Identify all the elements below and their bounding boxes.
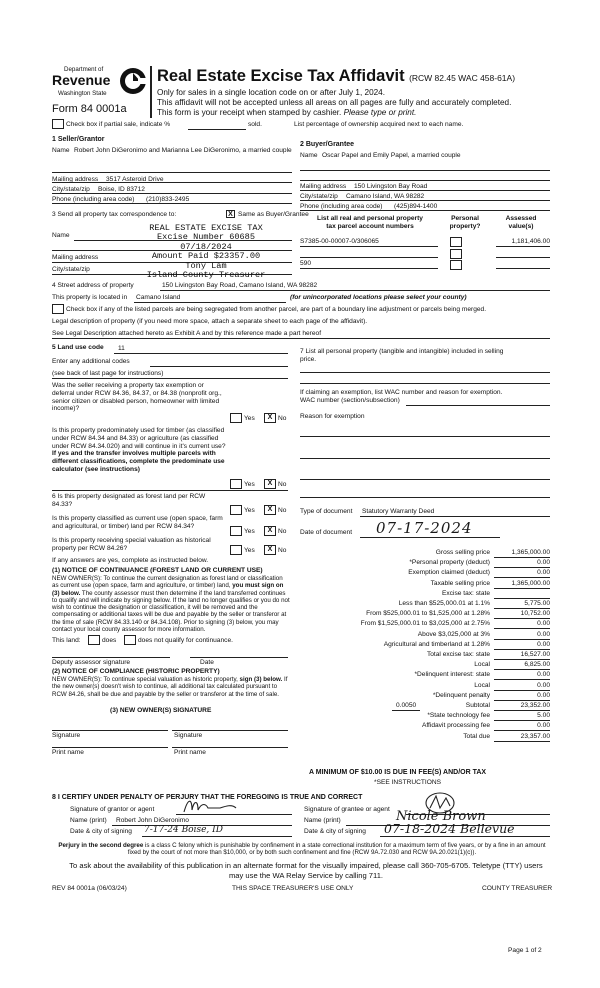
compliance-body [52, 676, 290, 698]
segregated-checkbox[interactable] [52, 304, 64, 314]
tax-row-label: *Personal property (deduct) [409, 559, 490, 567]
q6c-yes-label: Yes [244, 547, 255, 554]
seller-heading: 1 Seller/Grantor [52, 136, 105, 143]
stamp-line5: Tony Lam [185, 260, 227, 271]
tax-row [300, 619, 550, 629]
timber-question [52, 427, 226, 474]
q1-yes-label: Yes [244, 415, 255, 422]
tax-row-label: Less than $525,000.01 at 1.1% [398, 600, 490, 607]
q6a-no-checkbox[interactable]: X [264, 505, 276, 515]
compliance-body-b: sign (3) below. [239, 676, 283, 683]
grantor-date-city: 7-17-24 Boise, ID [144, 825, 223, 835]
tax-row-label: Taxable selling price [430, 579, 490, 587]
deputy-date-label: Date [200, 659, 214, 666]
tax-row-label: From $525,000.01 to $1,525,000 at 1.28% [366, 610, 490, 618]
sold-label: sold. [248, 121, 262, 128]
q6a-no-label: No [278, 507, 287, 514]
tax-row-value: 5.00 [494, 712, 550, 721]
q6c-yes-checkbox[interactable] [230, 545, 242, 555]
tax-row-label: Affidavit processing fee [421, 722, 490, 730]
located-label: This property is located in [52, 294, 128, 301]
grantee-signature-label: Signature of grantee or agent [304, 806, 390, 813]
q6b-no-checkbox[interactable]: X [264, 526, 276, 536]
notice3 [157, 108, 416, 117]
does-not-label: does not qualify for continuance. [138, 637, 233, 644]
tax-row-label: Local [474, 661, 490, 669]
seller-mailing: 3517 Asteroid Drive [106, 176, 164, 183]
if-yes-note: If any answers are yes, complete as instructed below. [52, 557, 209, 564]
tax-row-value: 0.00 [494, 682, 550, 691]
tax-row-value: 1,365,000.00 [494, 580, 550, 589]
corr-city-label: City/state/zip [52, 266, 90, 273]
parcel-number-0: S7385-00-00007-0/306065 [300, 238, 379, 245]
buyer-mailing: 150 Livingston Bay Road [354, 183, 428, 190]
grantor-name-label: Name (print) [70, 817, 107, 824]
col-assessed2: value(s) [508, 222, 534, 230]
perjury-note [52, 842, 552, 857]
q1-no-label: No [278, 415, 287, 422]
tax-row [300, 609, 550, 619]
notice3-italic: Please type or print. [343, 108, 417, 117]
grantee-name: Nicole Brown [396, 809, 486, 824]
q2-no-checkbox[interactable]: X [264, 479, 276, 489]
col-personal1: Personal [451, 215, 479, 222]
ownership-note: List percentage of ownership acquired next to each name. [294, 121, 464, 128]
notice2: This affidavit will not be accepted unless all areas on all pages are fully and accurately completed. [157, 98, 512, 107]
personal-property-checkbox-2[interactable] [450, 260, 462, 270]
grantee-name-label: Name (print) [304, 817, 341, 824]
q6b-yes-checkbox[interactable] [230, 526, 242, 536]
tax-row-value: 23,352.00 [494, 702, 550, 711]
tax-row-label: Total due [463, 732, 490, 740]
q1-yes-checkbox[interactable] [230, 413, 242, 423]
certify-heading: 8 I CERTIFY UNDER PENALTY OF PERJURY THAT THE FOREGOING IS TRUE AND CORRECT [52, 794, 363, 801]
owner-print-name-label-1: Print name [52, 749, 84, 756]
tax-row [300, 721, 550, 731]
tax-row [300, 681, 550, 691]
tax-row-value: 0.00 [494, 620, 550, 629]
dept-line2: Revenue [52, 72, 111, 88]
accessibility-note: To ask about the availability of this publication in an alternate format for the visually impaired, please call 360-705-6705. Teletype (TTY) users may use the WA Relay Service by calling 711. [69, 861, 543, 880]
new-owner-signature-heading: (3) NEW OWNER(S) SIGNATURE [110, 707, 212, 714]
col-personal2: property? [449, 222, 481, 230]
buyer-city-label: City/state/zip [300, 193, 338, 200]
owner-signature-label-1: Signature [52, 732, 81, 739]
buyer-name: Oscar Papel and Emily Papel, a married couple [322, 152, 461, 159]
wac-number-label: WAC number (section/subsection) [300, 397, 400, 404]
q6b-no-label: No [278, 528, 287, 535]
col-personal-heading [440, 215, 490, 231]
tax-row-label: Subtotal [465, 702, 490, 709]
tax-row [300, 650, 550, 660]
tax-row [300, 548, 550, 558]
tax-row-label: From $1,525,000.01 to $3,025,000 at 2.75% [360, 620, 490, 628]
q2-yes-label: Yes [244, 481, 255, 488]
partial-sale-label: Check box if partial sale, indicate % [66, 121, 171, 128]
receipt-stamp [118, 224, 294, 280]
title-ref: (RCW 82.45 WAC 458-61A) [409, 73, 516, 83]
compliance-body-a: NEW OWNER(S): To continue special valuation as historic property, [52, 676, 240, 683]
parcel-number-2: 590 [300, 260, 312, 267]
stamp-line6: Island County Treasurer [146, 270, 266, 281]
tax-row-value: 0.00 [494, 641, 550, 650]
street-label: 4 Street address of property [52, 282, 134, 289]
local-rate: 0.0050 [396, 702, 417, 709]
notice3-text: This form is your receipt when stamped by cashier. [157, 108, 344, 117]
parcels-heading1: List all real and personal property [317, 215, 423, 222]
reason-label: Reason for exemption [300, 413, 365, 420]
seller-name: Robert John DiGeronimo and Marianna Lee DiGeronimo, a married couple [74, 147, 292, 154]
q2-yes-checkbox[interactable] [230, 479, 242, 489]
grantor-signature-label: Signature of grantor or agent [70, 806, 155, 813]
current-use-question: Is this property classified as current use (open space, farm and agricultural, or timber) land per RCW 84.34? [52, 515, 223, 530]
continuance-body-b: you must sign on (3) below. [52, 582, 284, 597]
additional-codes-label: Enter any additional codes [52, 358, 130, 365]
corr-mailing-label: Mailing address [52, 254, 99, 261]
buyer-city: Camano Island, WA 98282 [346, 193, 425, 200]
exemption-question: Was the seller receiving a property tax exemption or deferral under RCW 84.36, 84.37, or 84.38 (nonprofit org., senior citizen or disabled person, homeowner with limited income)? [52, 382, 222, 413]
doc-date-value: 07-17-2024 [376, 519, 473, 537]
legal-description: See Legal Description attached hereto as Exhibit A and by this reference made a part hereof [52, 330, 322, 337]
same-as-buyer-checkbox[interactable]: X [226, 210, 235, 218]
parcels-heading2: tax parcel account numbers [326, 222, 414, 230]
doc-date-label: Date of document [300, 529, 353, 536]
land-use-code: 11 [118, 345, 125, 352]
q1-no-checkbox[interactable]: X [264, 413, 276, 423]
grantor-name: Robert John DiGeronimo [116, 817, 189, 824]
timber-question-a: Is this property predominately used for timber (as classified under RCW 84.34 and 84.33) or agriculture (as classified under RCW 84.34.020) and will continue in it's current use? [52, 427, 226, 450]
form-title [157, 67, 515, 86]
dor-emblem-icon [118, 66, 148, 96]
tax-row-label: Excise tax: state [441, 589, 490, 597]
personal-property-checkbox-0[interactable] [450, 237, 462, 247]
tax-row-label: Total excise tax: state [426, 651, 490, 658]
perjury-text: is a class C felony which is punishable by confinement in a state correctional institution for a maximum term of five years, or by a fine in an amount fixed by the court of not more than $10,000, or by both such confinement and fine (RCW 9A.72.030 and RCW 9A.20.021(1)(c)). [127, 842, 546, 857]
stamp-line1: REAL ESTATE EXCISE TAX [149, 223, 263, 233]
seller-phone: (210)833-2495 [146, 196, 190, 203]
owner-print-name-label-2: Print name [174, 749, 206, 756]
this-land-label: This land: [52, 637, 81, 644]
continuance-body [52, 575, 290, 633]
q6a-yes-label: Yes [244, 507, 255, 514]
tax-row [300, 558, 550, 568]
stamp-line3: 07/18/2024 [180, 241, 232, 252]
tax-row-value: 5,775.00 [494, 600, 550, 609]
dept-line1: Department of [64, 66, 104, 73]
tax-row [300, 711, 550, 721]
tax-row [300, 670, 550, 680]
located-note: (for unincorporated locations please select your county) [290, 294, 467, 301]
doc-type-value: Statutory Warranty Deed [362, 508, 435, 515]
see-back-label: (see back of last page for instructions) [52, 370, 164, 377]
grantee-date-city: 07-18-2024 Bellevue [384, 821, 515, 836]
land-use-heading: 5 Land use code [52, 344, 104, 351]
doc-type-label: Type of document [300, 508, 353, 515]
buyer-phone-label: Phone (including area code) [300, 203, 383, 210]
tax-row-label: Local [474, 681, 490, 689]
q6b-yes-label: Yes [244, 528, 255, 535]
grantor-date-label: Date & city of signing [70, 828, 132, 835]
parcel-value-0: 1,181,406.00 [511, 238, 550, 245]
does-not-checkbox[interactable] [124, 635, 136, 645]
tax-row-label: *Delinquent interest: state [414, 671, 490, 679]
county-treasurer: COUNTY TREASURER [482, 885, 553, 892]
tax-row-value: 0.00 [494, 722, 550, 731]
tax-row-value: 1,365,000.00 [494, 549, 550, 558]
tax-row-value: 0.00 [494, 671, 550, 680]
tax-row-value: 0.00 [494, 631, 550, 640]
tax-row-label: *State technology fee [427, 712, 490, 720]
tax-row-value: 16,527.00 [494, 651, 550, 660]
owner-signature-label-2: Signature [174, 732, 203, 739]
buyer-phone: (425)894-1400 [394, 203, 438, 210]
continuance-heading: (1) NOTICE OF CONTINUANCE (FOREST LAND OR CURRENT USE) [52, 567, 263, 574]
parcels-heading [300, 215, 440, 231]
exemption-wac-note: If claiming an exemption, list WAC number and reason for exemption. [300, 389, 503, 396]
seller-city-label: City/state/zip [52, 186, 90, 193]
tax-row-value: 6,825.00 [494, 661, 550, 670]
tax-row-label: Gross selling price [435, 549, 490, 556]
personal-property-checkbox-1[interactable] [450, 249, 462, 259]
tax-row-value: 10,752.00 [494, 610, 550, 619]
tax-row-value [494, 590, 550, 599]
located-value: Camano Island [136, 294, 181, 301]
tax-row [300, 640, 550, 650]
perjury-bold: Perjury in the second degree [58, 842, 144, 849]
grantee-date-label: Date & city of signing [304, 828, 366, 835]
street-address: 150 Livingston Bay Road, Camano Island, WA 98282 [162, 282, 318, 289]
stamp-line2: Excise Number 60685 [157, 232, 255, 243]
legal-label: Legal description of property (if you need more space, attach a separate sheet to each page of the affidavit). [52, 318, 368, 325]
tax-row [300, 630, 550, 640]
seller-city: Boise, ID 83712 [98, 186, 145, 193]
tax-row-label: *Delinquent penalty [432, 691, 490, 699]
q6c-no-label: No [278, 547, 287, 554]
dept-line3: Washington State [58, 90, 107, 97]
buyer-name-label: Name [300, 152, 318, 159]
corr-name-label: Name [52, 232, 70, 239]
seller-mailing-label: Mailing address [52, 176, 99, 183]
timber-question-b: If yes and the transfer involves multiple parcels with different classifications, complete the predominate use calculator (see instructions) [52, 450, 225, 473]
tax-row [300, 589, 550, 599]
col-assessed-heading [496, 215, 546, 231]
q2-no-label: No [278, 481, 287, 488]
does-checkbox[interactable] [88, 635, 100, 645]
tax-row [300, 732, 550, 742]
tax-row-label: Agricultural and timberland at 1.28% [383, 640, 490, 648]
personal-property-heading: 7 List all personal property (tangible and intangible) included in selling price. [300, 348, 504, 363]
correspondence-label: 3 Send all property tax correspondence to: [52, 211, 177, 218]
tax-row-value: 0.00 [494, 569, 550, 578]
stamp-line4: Amount Paid $23357.00 [151, 251, 261, 262]
continuance-body-a: NEW OWNER(S): To continue the current designation as forest land or classification as current use (open space, farm and agriculture, or timber) land, [52, 575, 283, 590]
same-as-buyer-label: Same as Buyer/Grantee [238, 211, 309, 218]
minimum-due-note: A MINIMUM OF $10.00 IS DUE IN FEE(S) AND/OR TAX [309, 769, 487, 776]
q6a-yes-checkbox[interactable] [230, 505, 242, 515]
treasurer-use-only: THIS SPACE TREASURER'S USE ONLY [232, 885, 354, 892]
tax-row [300, 701, 550, 711]
tax-row-value: 23,357.00 [494, 733, 550, 742]
tax-row [300, 660, 550, 670]
form-number: Form 84 0001a [52, 103, 127, 115]
continuance-body-c: The county assessor must then determine if the land transferred continues to qualify and will indicate by signing below. If the land no longer qualifies or you do not wish to continue the designation or classification, it will be removed and the compensating or additional taxes will be due and payable by the seller or transferor at the time of sale (RCW 84.33.140 or 84.34.108). Prior to signing (3) below, you may contact your local county assessor for more information. [52, 589, 290, 634]
tax-row [300, 579, 550, 589]
compliance-heading: (2) NOTICE OF COMPLIANCE (HISTORIC PROPERTY) [52, 668, 220, 675]
col-assessed1: Assessed [505, 215, 537, 222]
partial-sale-checkbox[interactable] [52, 119, 64, 129]
see-instructions-note: *SEE INSTRUCTIONS [374, 779, 442, 786]
q6c-no-checkbox[interactable]: X [264, 545, 276, 555]
deputy-signature-label: Deputy assessor signature [52, 659, 131, 666]
does-label: does [102, 637, 117, 644]
historic-question: Is this property receiving special valuation as historical property per RCW 84.26? [52, 537, 211, 552]
segregated-label: Check box if any of the listed parcels are being segregated from another parcel, are part of a boundary line adjustment or parcels being merged. [66, 306, 487, 313]
tax-row-value: 0.00 [494, 559, 550, 568]
grantor-signature-icon [180, 796, 240, 816]
compliance-body-c: If the new owner(s) doesn't wish to continue, all additional tax calculated pursuant to RCW 84.26, shall be due and payable by the seller or transferor at the time of sale. [52, 676, 288, 698]
buyer-mailing-label: Mailing address [300, 183, 347, 190]
tax-row-label: Exemption claimed (deduct) [408, 569, 490, 577]
title-main: Real Estate Excise Tax Affidavit [157, 67, 405, 85]
page-number: Page 1 of 2 [508, 947, 542, 954]
tax-row [300, 568, 550, 578]
buyer-heading: 2 Buyer/Grantee [300, 141, 355, 148]
tax-row [300, 599, 550, 609]
notice1: Only for sales in a single location code on or after July 1, 2024. [157, 88, 386, 97]
tax-row-label: Above $3,025,000 at 3% [417, 630, 490, 638]
seller-name-label: Name [52, 147, 70, 154]
rev-number: REV 84 0001a (06/03/24) [52, 885, 127, 892]
tax-row [300, 691, 550, 701]
seller-phone-label: Phone (including area code) [52, 196, 135, 203]
tax-row-value: 0.00 [494, 692, 550, 701]
forest-question: 6 Is this property designated as forest land per RCW 84.33? [52, 493, 206, 508]
